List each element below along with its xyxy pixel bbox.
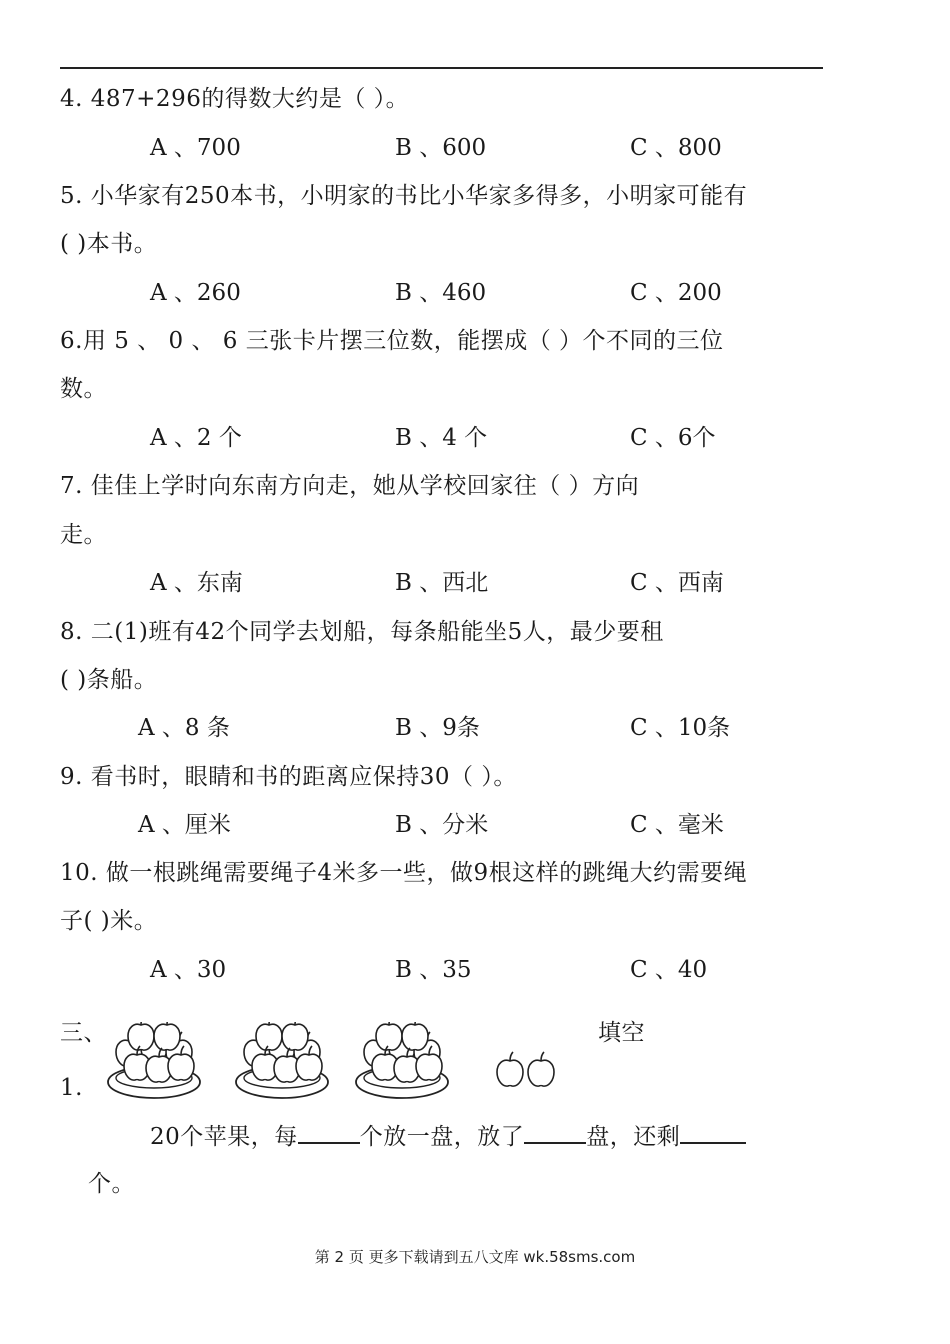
section-3-q1-sentence: 20个苹果，每 个放一盘，放了 盘，还剩 — [150, 1120, 746, 1152]
q6-option-c: C 、6个 — [630, 425, 716, 451]
question-8: 8. 二(1)班有42个同学去划船，每条船能坐5人，最少要租 — [60, 619, 664, 645]
section-3-q1-number: 1. — [60, 1075, 83, 1101]
q6-option-a: A 、2 个 — [150, 425, 242, 451]
question-5-line-2: ( )本书。 — [60, 231, 158, 257]
blank-per-plate[interactable] — [298, 1120, 360, 1144]
question-10-line-2: 子( )米。 — [60, 908, 158, 934]
section-3-q1-line-2: 个。 — [88, 1171, 135, 1197]
q10-option-a: A 、30 — [150, 957, 227, 983]
q8-option-b: B 、9条 — [395, 715, 480, 741]
q5-option-a: A 、260 — [150, 280, 241, 306]
section-3-heading: 三、 — [60, 1020, 107, 1046]
question-4: 4. 487+296的得数大约是（ ）。 — [60, 86, 410, 112]
apple-plates-illustration — [105, 1022, 565, 1112]
question-6: 6.用 5 、 0 、 6 三张卡片摆三位数，能摆成（ ）个不同的三位 — [60, 328, 724, 354]
q8-option-c: C 、10条 — [630, 715, 731, 741]
q5-option-b: B 、460 — [395, 280, 487, 306]
q9-option-a: A 、厘米 — [138, 812, 231, 838]
q9-option-c: C 、毫米 — [630, 812, 724, 838]
q4-option-b: B 、600 — [395, 135, 487, 161]
q10-option-c: C 、40 — [630, 957, 708, 983]
q5-option-c: C 、200 — [630, 280, 722, 306]
blank-remaining[interactable] — [680, 1120, 746, 1144]
top-rule — [60, 67, 823, 69]
question-9: 9. 看书时，眼睛和书的距离应保持30（ ）。 — [60, 764, 517, 790]
question-7-line-2: 走。 — [60, 522, 107, 548]
q7-option-a: A 、东南 — [150, 570, 243, 596]
q10-option-b: B 、35 — [395, 957, 472, 983]
question-7: 7. 佳佳上学时向东南方向走，她从学校回家往（ ）方向 — [60, 473, 640, 499]
q4-option-c: C 、800 — [630, 135, 722, 161]
question-5: 5. 小华家有250本书，小明家的书比小华家多得多，小明家可能有 — [60, 183, 748, 209]
q9-option-b: B 、分米 — [395, 812, 489, 838]
question-6-line-2: 数。 — [60, 376, 107, 402]
q6-option-b: B 、4 个 — [395, 425, 488, 451]
q7-option-c: C 、西南 — [630, 570, 724, 596]
q8-option-a: A 、8 条 — [138, 715, 230, 741]
q4-option-a: A 、700 — [150, 135, 241, 161]
section-3-title: 填空 — [598, 1020, 645, 1046]
blank-plates-count[interactable] — [524, 1120, 586, 1144]
page-footer: 第 2 页 更多下载请到五八文库 wk.58sms.com — [314, 1248, 636, 1266]
q7-option-b: B 、西北 — [395, 570, 489, 596]
question-8-line-2: ( )条船。 — [60, 667, 158, 693]
question-10: 10. 做一根跳绳需要绳子4米多一些，做9根这样的跳绳大约需要绳 — [60, 860, 748, 886]
